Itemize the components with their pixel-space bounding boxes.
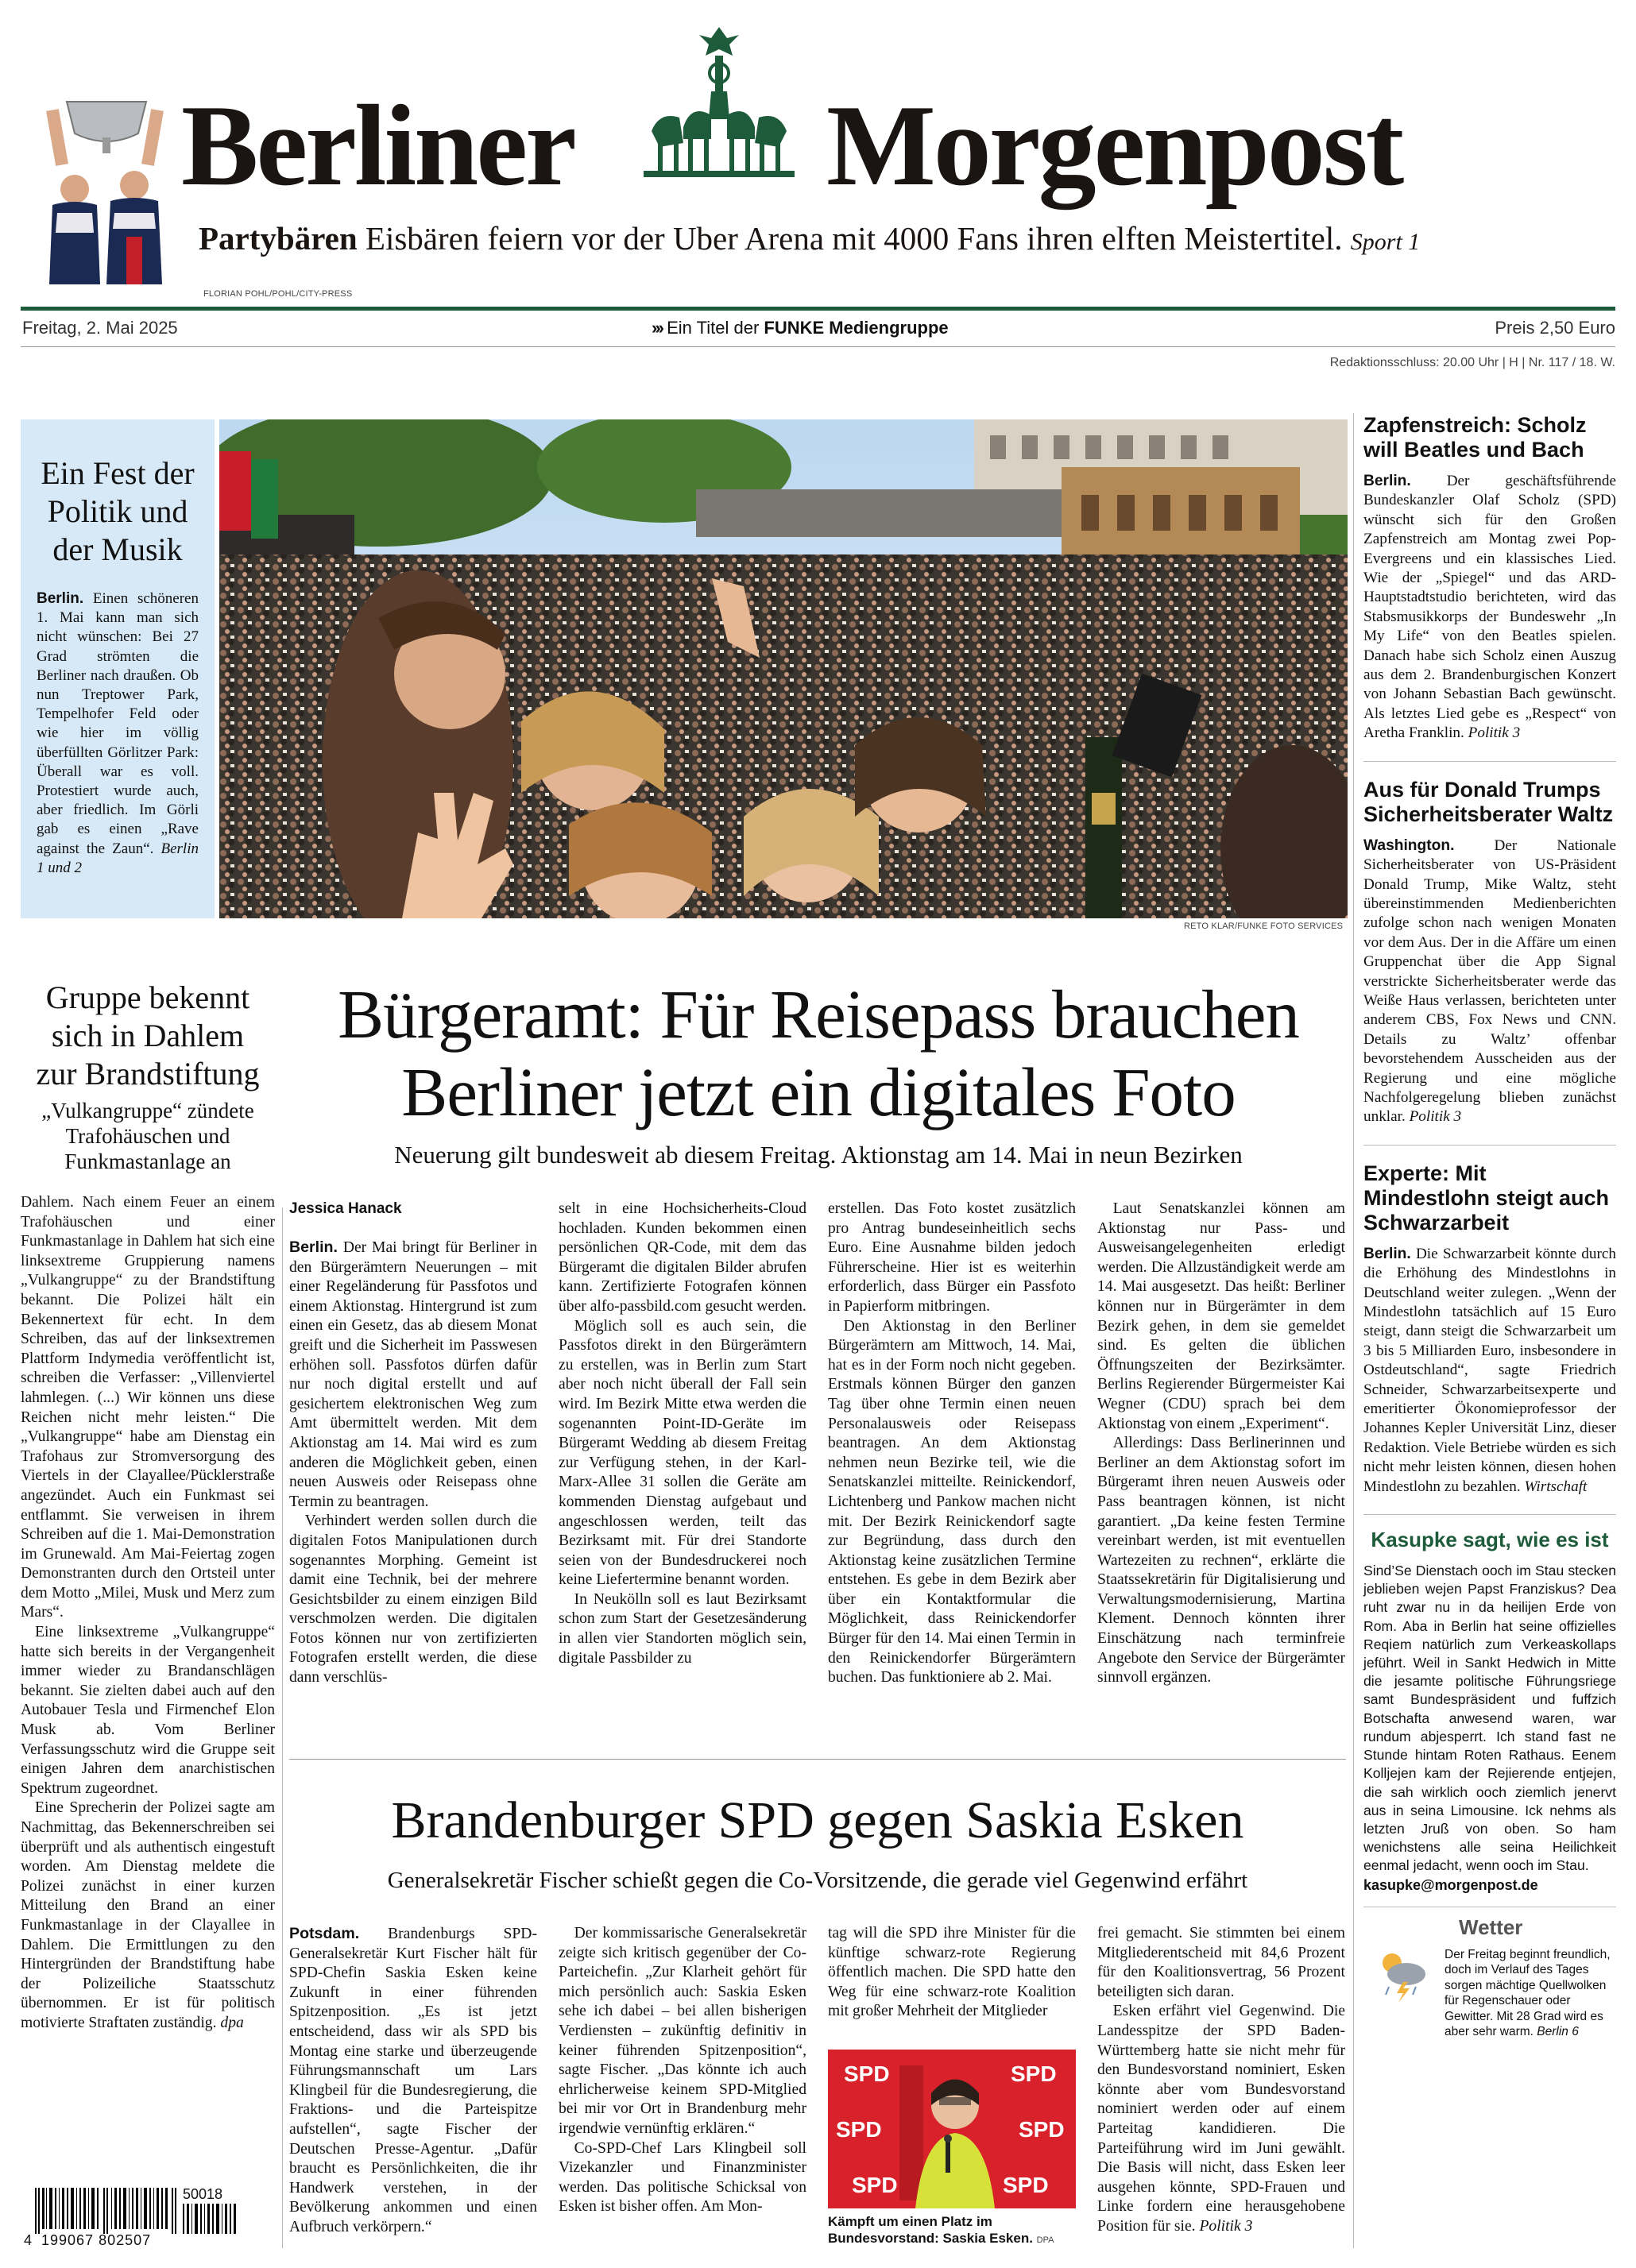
spd-subhead: Generalsekretär Fischer schießt gegen die Co-Vorsitzende, die gerade viel Gegenwind erfährt <box>387 1868 1248 1893</box>
kasupke-column <box>1363 1528 1616 1893</box>
lead-box <box>21 419 215 918</box>
sidebar-item-scholz <box>1363 413 1616 744</box>
main-divider <box>289 1759 1346 1760</box>
sidebar-headline: Zapfenstreich: Scholz will Beatles und Bach <box>1363 413 1587 462</box>
publisher-name: FUNKE Mediengruppe <box>764 318 949 338</box>
issue-bar-thin-rule <box>21 346 1615 347</box>
weather-thunder-icon <box>1375 1947 1430 2003</box>
sidebar-body <box>1363 836 1616 1127</box>
teaser-kicker: Partybären <box>199 220 358 257</box>
main-headline-line1: Bürgeramt: Für Reisepass brauchen <box>338 976 1299 1053</box>
brand-body <box>21 1193 275 2034</box>
lead-box-ref: Berlin 1 und 2 <box>37 840 199 876</box>
barcode-bars <box>35 2188 178 2234</box>
sidebar-divider <box>1363 761 1616 762</box>
lead-box-text: Einen schöneren 1. Mai kann man sich nicht wünschen: Bei 27 Grad strömten die Berliner nach draußen. Ob nun Treptower Park, Tempelhofer Feld oder wie hier im völlig überfüllten Görlitzer Park: Überall war es voll. Protestiert wurde auch, aber friedlich. Im Görli gab es einen „Rave against the Zaun“. <box>37 590 199 857</box>
kasupke-text: Sind’Se Dienstach ooch im Stau stecken jeblieben wejen Papst Franziskus? Dea ruht zwar nu in da heilijen Erde von Rom. Aba in Berlin hat seine offizielles Reqiem natürlich zum Verkeaskollaps jeführt. Weil in Sankt Hedwich in Mitte die jesamte politische Führungsriege samt Bundespräsident und fuffzich Botschafta anwesend waren, war rundum abjesperrt. Ich stand fast ne Stunde hintam Roten Rathaus. Eenem Kolljejen kam der Rejierende entjejen, die sah wirklich ooch ziemlich jenervt aus in seina Limousine. Ick nehms als letzten Jruß von oben. So ham wenichstens alle seina Heilichkeit eenmal jedacht, wenn ooch im Stau. <box>1363 1563 1616 1874</box>
left-vertical-rule <box>282 1207 283 2248</box>
barcode-addon <box>183 2204 238 2234</box>
brand-subhead: „Vulkangruppe“ zündete Trafohäuschen und Funkmastanlage an <box>41 1099 254 1173</box>
main-author: Jessica Hanack <box>289 1200 402 1217</box>
masthead <box>0 0 1636 310</box>
issue-bar-rule <box>21 307 1615 311</box>
sidebar-headline: Aus für Donald Trumps Sicherheitsberater Waltz <box>1363 777 1614 826</box>
sidebar-item-mindestlohn <box>1363 1161 1616 1497</box>
main-column <box>289 1200 537 1733</box>
spd-headline: Brandenburger SPD gegen Saskia Esken <box>391 1791 1244 1849</box>
weather-ref: Berlin 6 <box>1537 2025 1579 2039</box>
publisher-chevron-icon: ››› <box>652 318 662 338</box>
brand-paragraph: Dahlem. Nach einem Feuer an einem Trafohäuschen und einer Funkmastanlage in Dahlem hat sich eine linksextreme Gruppierung namens „Vulkangruppe“ zu der Brandstiftung bekannt. Die Polizei hält ein Bekennertext für echt. In dem Schreiben, das auf der linksextremen Plattform Indymedia veröffentlicht ist, schreiben die Verfasser: „Villenviertel lahmlegen. (...) Wir können uns diese Reichen nicht mehr leisten.“ Die „Vulkangruppe“ habe am Dienstag ein Trafohaus zur Stromversorgung des Viertels in der Clayallee/Pücklerstraße angezündet. Auch ein Funkmast sei entflammt. Sie verweisen in ihrem Schreiben auf die 1. Mai-Demonstration im Grunewald. Am Mai-Feiertag zogen Demonstranten durch den Ortsteil unter dem Motto „Milei, Musk und Merz zum Mars“. <box>21 1194 275 1621</box>
lead-box-body <box>37 589 199 878</box>
sidebar-ref: Politik 3 <box>1409 1108 1462 1126</box>
sidebar-dateline: Berlin. <box>1363 1245 1411 1262</box>
teaser-ref: Sport 1 <box>1350 229 1421 255</box>
sidebar-ref: Wirtschaft <box>1524 1478 1588 1495</box>
barcode <box>24 2186 254 2258</box>
teaser-photo <box>35 94 178 284</box>
sidebar-dateline: Washington. <box>1363 836 1455 854</box>
esken-photo <box>828 2050 1076 2208</box>
svg-text:SPD: SPD <box>1011 2061 1057 2086</box>
spd-column <box>828 1924 1076 2254</box>
weather-text: Der Freitag beginnt freundlich, doch im Verlauf des Tages sorgen mächtige Quellwolken für Regenschauer oder Gewitter. Mit 28 Grad wird es aber sehr warm. <box>1445 1947 1611 2039</box>
caption-text: Kämpft um einen Platz im Bundesvorstand: Saskia Esken. <box>828 2214 1033 2246</box>
teaser-credit: FLORIAN POHL/POHL/CITY-PRESS <box>203 289 353 299</box>
svg-text:SPD: SPD <box>1003 2173 1049 2197</box>
publisher-line <box>652 318 949 338</box>
sidebar-text: Der geschäftsführende Bundeskanzler Olaf Scholz (SPD) wünscht sich für den Großen Zapfenstreich am Montag zwei Pop-Evergreens und ein klassisches Lied. Wie der „Spiegel“ und das ARD-Hauptstadtstudio berichteten, wird das Stabsmusikkorps der Bundeswehr „In My Life“ von den Beatles spielen. Danach habe sich Scholz einen Auszug aus dem 2. Brandenburgischen Konzert von Johann Sebastian Bach gewünscht. Als letztes Lied gebe es „Respect“ von Aretha Franklin. <box>1363 473 1616 742</box>
main-column: erstellen. Das Foto kostet zusätzlich pro Antrag bundeseinheitlich sechs Euro. Eine Ausnahme bilden jedoch Führerscheine. Hier ist es weiterhin erforderlich, dass Bürger ein Passfoto in Papierform mitbringen. Den Aktionstag in den Berliner Bürgerämtern am Mittwoch, 14. Mai, hat es in der Form noch nicht gegeben. Erstmals können Bürger den ganzen Tag über ohne Termin einen neuen Personalausweis oder Reisepass beantragen. An dem Aktionstag nehmen neun Bezirke teil, wie die Senatskanzlei mitteilte. Reinickendorf, Lichtenberg und Pankow machen nicht mit. Der Bezirk Reinickendorf sagte zur Begründung, dass durch den Aktionstag keine zusätzlichen Termine entstehen. Es gebe in dem Bezirk aber über ein Kontaktformular die Möglichkeit, dass Reinickendorfer Bürger für den 14. Mai einen Termin in den Reinickendorfer Bürgerämtern buchen. Das funktioniere ab 2. Mai. <box>828 1200 1076 1687</box>
sidebar-dateline: Berlin. <box>1363 473 1411 489</box>
kasupke-title: Kasupke sagt, wie es ist <box>1371 1528 1609 1552</box>
caption-credit: DPA <box>1036 2235 1054 2245</box>
sidebar-text: Die Schwarzarbeit könnte durch die Erhöhung des Mindestlohns in Deutschland weiter zulegen. „Wenn der Mindestlohn tatsächlich auf 15 Euro steigt, dann steigt die Schwarzarbeit um 3 bis 5 Milliarden Euro, insbesondere in Ostdeutschland“, sagte Friedrich Schneider, Schwarzarbeitsexperte und emeritierter Ökonomieprofessor der Johannes Kepler Universität Linz, dieser Redaktion. Viele Betriebe würden es sich nicht mehr leisten können, diesen hohen Mindestlohn zu bezahlen. <box>1363 1245 1616 1495</box>
sidebar-text: Der Nationale Sicherheitsberater von US-Präsident Donald Trump, Mike Waltz, steht übereinstimmenden Medienberichten zufolge schon nach wenigen Monaten vor dem Aus. Der in die Affäre um einen Gruppenchat über die App Signal verstrickte Sicherheitsberater werde das Weiße Haus verlassen, berichteten unter anderem CBS, Fox News und CNN. Details zu Waltz’ offenbar bevorstehendem Ausscheiden aus der Regierung und eine mögliche Nachfolgeregelung blieben zunächst unklar. <box>1363 836 1616 1126</box>
lead-box-headline: Ein Fest der Politik und der Musik <box>41 455 195 567</box>
sidebar-item-waltz <box>1363 778 1616 1127</box>
main-headline <box>294 976 1343 1131</box>
spd-column-text: tag will die SPD ihre Minister für die künftige schwarz-rote Regierung öffentlich machen. Die SPD hatte den Weg für eine schwarz-rote Koalition mit großer Mehrheit der Mitglieder <box>828 1925 1076 2020</box>
spd-column: Potsdam. Brandenburgs SPD-Generalsekretär Kurt Fischer hält für SPD-Chefin Saskia Esken keine Zukunft in einer führenden Spitzenposition. „Es ist jetzt entscheidend, dass wir als SPD bis Montag eine starke und überzeugende Führungsmannschaft um Lars Klingbeil für die Bundesregierung, die Fraktions- und die Parteispitze aufstellen“, sagte Fischer der Deutschen Presse-Agentur. „Dafür braucht es Persönlichkeiten, die ihr Handwerk verstehen, in der Bevölkerung ankommen und einen Aufbruch verkörpern.“ <box>289 1925 537 2235</box>
weather-title: Wetter <box>1459 1914 1523 1939</box>
main-column: selt in eine Hochsicherheits-Cloud hochladen. Kunden bekommen einen persönlichen QR-Code, mit dem das Bürgeramt die digitalen Bilder abrufen kann. Zertifizierte Fotografen können über alfo-passbild.com gesucht werden. Möglich soll es auch sein, die Passfotos direkt in den Bürgerämtern zu erstellen, was in Berlin zum Start aber noch nicht überall der Fall sein wird. Im Bezirk Mitte etwa werden die sogenannten Point-ID-Geräte im Bürgeramt Wedding ab diesem Freitag zur Verfügung stehen, in der Karl-Marx-Allee 31 sollen die Geräte am kommenden Dienstag aufgebaut und angeschlossen werden, teilt das Bezirksamt mit. Für drei Standorte seien von der Bundesdruckerei noch keine Liefertermine benannt worden. In Neukölln soll es laut Bezirksamt schon zum Start der Gesetzesänderung in allen vier Standorten möglich sein, digitale Passbilder zu <box>559 1200 806 1667</box>
brand-paragraph: Eine linksextreme „Vulkangruppe“ hatte sich bereits in der Vergangenheit immer wieder zu Brandanschlägen bekannt. Sie zielten dabei auch auf den Autobauer Tesla und Firmenchef Elon Musk ab. Vom Berliner Verfassungsschutz wird die Gruppe seit einigen Jahren dem anarchistischen Spektrum zugeordnet. <box>21 1624 275 1797</box>
main-headline-line2: Berliner jetzt ein digitales Foto <box>401 1053 1236 1130</box>
lead-box-dateline: Berlin. <box>37 590 84 607</box>
svg-text:SPD: SPD <box>836 2117 882 2142</box>
sidebar-body <box>1363 1245 1616 1497</box>
lead-photo-credit: RETO KLAR/FUNKE FOTO SERVICES <box>1184 921 1344 931</box>
sidebar-divider <box>1363 1514 1616 1515</box>
brand-ref: dpa <box>220 2014 244 2031</box>
masthead-name-left: Berliner <box>181 81 574 210</box>
kasupke-email[interactable]: kasupke@morgenpost.de <box>1363 1876 1538 1893</box>
weather-text-block <box>1445 1947 1615 2041</box>
spd-column: Der kommissarische Generalsekretär zeigte sich kritisch gegenüber der Co-Parteichefin. „Zur Klarheit gehört für mich persönlich auch: Saskia Esken sehe ich dabei – bei allen bisherigen Verdiensten – zukünftig definitiv in keiner führenden Spitzenposition“, sagte Fischer. „Das könnte ich auch ehrlicherweise keinem SPD-Mitglied bei mir vor Ort in Brandenburg mehr irgendwie vernünftig erklären.“ Co-SPD-Chef Lars Klingbeil soll Vizekanzler und Finanzminister werden. Das politische Schicksal von Esken ist bisher offen. Am Mon- <box>559 1925 806 2216</box>
main-column-text: Berlin. Der Mai bringt für Berliner in den Bürgerämtern Neuerungen – mit einer Regeländerung für Passfotos und einem Aktionstag. Hintergrund ist zum einen ein Gesetz, das ab diesem Monat greift und die Sicherheit im Passwesen erhöhen soll. Passfotos dürfen dafür nur noch digital erstellt und auf gesichertem elektronischen Weg zum Amt übermittelt werden. Mit dem Aktionstag am 14. Mai wird es zum anderen die Möglichkeit geben, einen neuen Ausweis oder Reisepass ohne Termin zu beantragen. Verhindert werden sollen durch die digitalen Fotos Manipulationen durch sogenanntes Morphing. Gemeint ist damit eine Technik, bei der mehrere Gesichtsbilder zu einem einzigen Bild verschmolzen werden. Die digitalen Fotos können nur von zertifizierten Fotografen erstellt werden, die diese dann verschlüs- <box>289 1238 537 1687</box>
sidebar-ref: Politik 3 <box>1468 724 1521 742</box>
svg-text:SPD: SPD <box>1019 2117 1065 2142</box>
sidebar-headline: Experte: Mit Mindestlohn steigt auch Schwarzarbeit <box>1363 1161 1610 1234</box>
spd-column <box>1097 1924 1345 2254</box>
spd-column-text: frei gemacht. Sie stimmten bei einem Mitgliederentscheid mit 84,6 Prozent für den Koalitionsvertrag, 56 Prozent beteiligten sich daran. Esken erfährt viel Gegenwind. Die Landesspitze der SPD Baden-Württemberg hatte sie nicht mehr für den Bundesvorstand nominiert, Esken könnte aber vom Bundesvorstand nominiert werden oder auf einem Parteitag kandidieren. Die Parteiführung wird im Juni gewählt. Die Basis will nicht, dass Esken leer ausgehen könnte, SPD-Frauen und Linke fordern eine herausgehobene Position für sie. Politik 3 <box>1097 1925 1345 2235</box>
editorial-info: Redaktionsschluss: 20.00 Uhr | H | Nr. 117 / 18. W. <box>1329 356 1615 369</box>
publisher-prefix: Ein Titel der <box>667 318 760 338</box>
main-column: Laut Senatskanzlei können am Aktionstag nur Pass- und Ausweisangelegenheiten erledigt werden. Die Allzuständigkeit werde am 14. Mai ausgesetzt. Das heißt: Berliner können nur in Bürgerämter in dem Bezirk gehen, in dem sie gemeldet sind. Es gelten die üblichen Öffnungszeiten der Bezirksämter. Berlins Regierender Bürgermeister Kai Wegner (CDU) sprach bei dem Aktionstag von einem „Experiment“. Allerdings: Dass Berlinerinnen und Berliner an dem Aktionstag sofort im Bürgeramt ihren neuen Ausweis oder Pass beantragen können, ist nicht garantiert. „Da keine festen Termine vereinbart werden, ist mit eventuellen Wartezeiten zu rechnen“, erklärte die Staatssekretärin für Digitalisierung und Verwaltungsmodernisierung, Martina Klement. Dennoch könnten ihrer Einschätzung nach terminfreie Angebote den Service der Bürgerämter sinnvoll ergänzen. <box>1097 1200 1345 1687</box>
brand-article <box>21 979 275 2034</box>
spd-columns <box>289 1924 1346 2258</box>
quadriga-logo <box>636 24 803 191</box>
barcode-number-main: 199067 802507 <box>41 2232 152 2248</box>
masthead-name-right: Morgenpost <box>826 81 1402 210</box>
esken-caption <box>828 2213 1076 2249</box>
svg-text:SPD: SPD <box>852 2173 898 2197</box>
main-columns <box>289 1200 1346 1748</box>
weather-box <box>1363 1914 1616 2039</box>
issue-price: Preis 2,50 Euro <box>1495 318 1615 338</box>
brand-paragraph <box>21 1799 275 2033</box>
brand-paragraph-text: Eine Sprecherin der Polizei sagte am Nachmittag, das Bekennerschreiben sei überprüft und als authentisch eingestuft worden. Am Dienstag meldete die Polizei zunächst in einer kurzen Mitteilung den Brand an einer Funkmastanlage in der Clayallee in Dahlem. Die Ermittlungen zu den Hintergründen der Brandstiftung habe der Polizeiliche Staatsschutz übernommen. Er ist für politisch motivierte Straftaten zuständig. <box>21 1799 275 2031</box>
lead-photo <box>219 419 1348 918</box>
main-subhead: Neuerung gilt bundesweit ab diesem Freitag. Aktionstag am 14. Mai in neun Bezirken <box>394 1141 1243 1169</box>
sidebar-body <box>1363 472 1616 744</box>
issue-date: Freitag, 2. Mai 2025 <box>22 318 178 338</box>
sidebar-divider <box>1363 1145 1616 1146</box>
teaser-text: Eisbären feiern vor der Uber Arena mit 4000 Fans ihren elften Meistertitel. <box>365 220 1343 257</box>
svg-text:SPD: SPD <box>844 2061 890 2086</box>
barcode-number-top: 50018 <box>183 2186 223 2202</box>
sidebar <box>1363 413 1616 2039</box>
sidebar-vertical-rule <box>1353 413 1354 2248</box>
barcode-number-left: 4 <box>24 2232 33 2248</box>
masthead-teaser <box>199 219 1420 261</box>
brand-headline: Gruppe bekennt sich in Dahlem zur Brandstiftung <box>36 979 260 1091</box>
